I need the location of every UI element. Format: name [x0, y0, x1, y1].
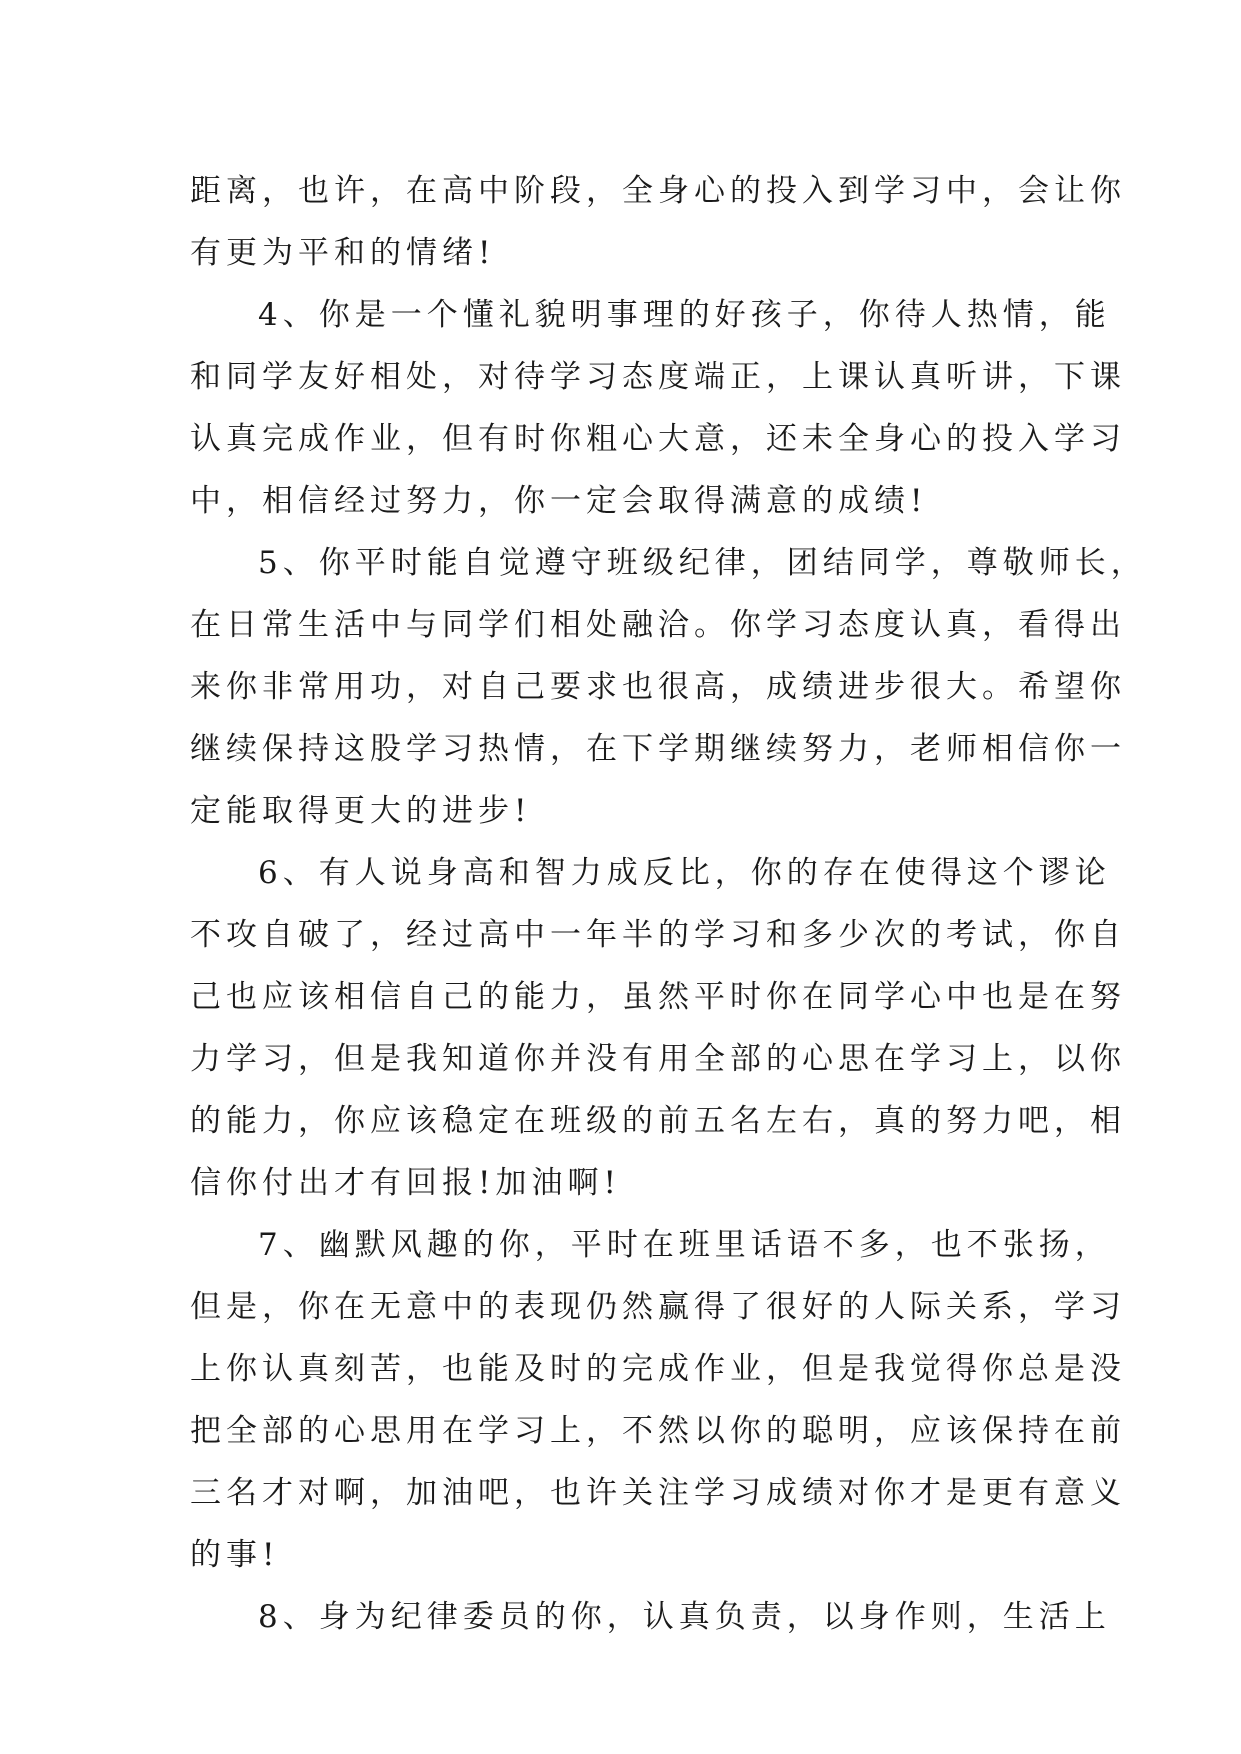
document-body	[190, 160, 1147, 1648]
text-line: 上你认真刻苦，也能及时的完成作业，但是我觉得你总是没	[190, 1351, 1126, 1387]
text-line: 信你付出才有回报!加油啊!	[190, 1165, 621, 1201]
paragraph-start-8: 8、身为纪律委员的你，认真负责，以身作则，生活上	[258, 1599, 1111, 1635]
text-line: 的能力，你应该稳定在班级的前五名左右，真的努力吧，相	[190, 1103, 1126, 1139]
text-line: 来你非常用功，对自己要求也很高，成绩进步很大。希望你	[190, 669, 1126, 705]
text-line: 把全部的心思用在学习上，不然以你的聪明，应该保持在前	[190, 1413, 1126, 1449]
text-line: 不攻自破了，经过高中一年半的学习和多少次的考试，你自	[190, 917, 1126, 953]
text-line: 有更为平和的情绪!	[190, 235, 496, 271]
text-line: 的事!	[190, 1537, 280, 1573]
text-line: 己也应该相信自己的能力，虽然平时你在同学心中也是在努	[190, 979, 1126, 1015]
text-line: 中，相信经过努力，你一定会取得满意的成绩!	[190, 483, 928, 519]
text-line: 和同学友好相处，对待学习态度端正，上课认真听讲，下课	[190, 359, 1126, 395]
text-line: 在日常生活中与同学们相处融洽。你学习态度认真，看得出	[190, 607, 1126, 643]
text-line: 继续保持这股学习热情，在下学期继续努力，老师相信你一	[190, 731, 1126, 767]
paragraph-start-6: 6、有人说身高和智力成反比，你的存在使得这个谬论	[258, 855, 1111, 891]
text-line: 认真完成作业，但有时你粗心大意，还未全身心的投入学习	[190, 421, 1126, 457]
text-line: 距离，也许，在高中阶段，全身心的投入到学习中，会让你	[190, 173, 1126, 209]
paragraph-start-5: 5、你平时能自觉遵守班级纪律，团结同学，尊敬师长，	[258, 545, 1147, 581]
text-line: 三名才对啊，加油吧，也许关注学习成绩对你才是更有意义	[190, 1475, 1126, 1511]
paragraph-start-7: 7、幽默风趣的你，平时在班里话语不多，也不张扬，	[258, 1227, 1111, 1263]
text-line: 力学习，但是我知道你并没有用全部的心思在学习上，以你	[190, 1041, 1126, 1077]
text-line: 但是，你在无意中的表现仍然赢得了很好的人际关系，学习	[190, 1289, 1126, 1325]
paragraph-start-4: 4、你是一个懂礼貌明事理的好孩子，你待人热情，能	[258, 297, 1111, 333]
text-line: 定能取得更大的进步!	[190, 793, 532, 829]
